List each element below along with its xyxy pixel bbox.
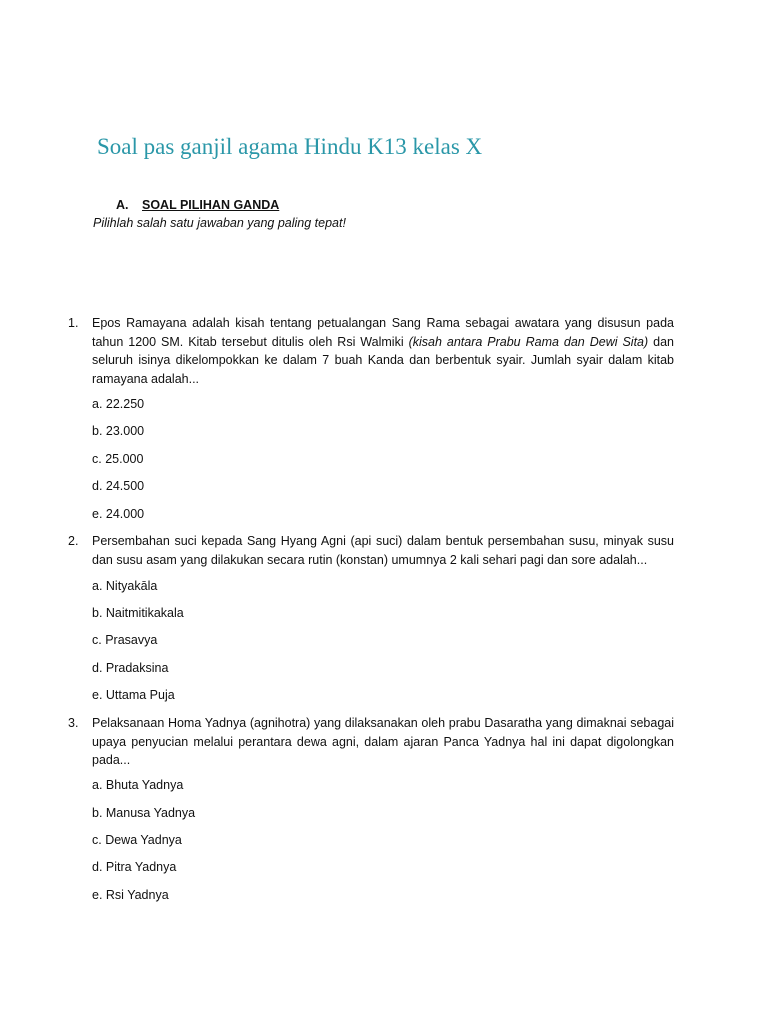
option-3a: a. Bhuta Yadnya <box>92 778 184 792</box>
option-3d: d. Pitra Yadnya <box>92 860 177 874</box>
option-2d: d. Pradaksina <box>92 661 169 675</box>
section-heading <box>116 198 279 212</box>
section-heading-text: SOAL PILIHAN GANDA <box>142 198 280 212</box>
question-text: Pelaksanaan Homa Yadnya (agnihotra) yang dilaksanakan oleh prabu Dasaratha yang dimaknai sebagai upaya penyucian melalui perantara dewa agni, dalam ajaran Panca Yadnya hal ini dapat digolongkan pada... <box>92 716 674 767</box>
option-2e: e. Uttama Puja <box>92 688 175 702</box>
question-text-italic: (kisah antara Prabu Rama dan Dewi Sita) <box>408 334 649 349</box>
section-letter: A. <box>116 198 129 212</box>
question-1 <box>68 314 674 388</box>
question-text <box>92 314 674 388</box>
option-2c: c. Prasavya <box>92 633 158 647</box>
option-1d: d. 24.500 <box>92 479 145 493</box>
question-text-part: Epos Ramayana adalah kisah tentang petualangan Sang Rama sebagai awatara yang disusun pada tahun 1200 SM. Kitab tersebut ditulis oleh Rsi Walmiki <box>92 316 674 349</box>
option-1e: e. 24.000 <box>92 507 145 521</box>
question-number: 2. <box>68 534 79 548</box>
option-2b: b. Naitmitikakala <box>92 606 184 620</box>
option-1a: a. 22.250 <box>92 397 145 411</box>
question-2 <box>68 532 674 569</box>
option-3e: e. Rsi Yadnya <box>92 888 169 902</box>
option-1c: c. 25.000 <box>92 452 144 466</box>
document-title: Soal pas ganjil agama Hindu K13 kelas X <box>97 134 483 159</box>
section-instruction: Pilihlah salah satu jawaban yang paling tepat! <box>93 216 346 230</box>
question-3 <box>68 714 674 770</box>
question-text-part: dan seluruh isinya dikelompokkan ke dalam 7 buah Kanda dan berbentuk syair. Jumlah syair dalam kitab ramayana adalah... <box>92 334 674 386</box>
question-number: 3. <box>68 716 79 730</box>
option-3c: c. Dewa Yadnya <box>92 833 182 847</box>
option-3b: b. Manusa Yadnya <box>92 806 196 820</box>
question-number: 1. <box>68 316 79 330</box>
option-1b: b. 23.000 <box>92 424 145 438</box>
option-2a: a. Nityakāla <box>92 579 158 593</box>
question-text: Persembahan suci kepada Sang Hyang Agni (api suci) dalam bentuk persembahan susu, minyak susu dan susu asam yang dilakukan secara rutin (konstan) umumnya 2 kali sehari pagi dan sore adalah... <box>92 534 674 567</box>
